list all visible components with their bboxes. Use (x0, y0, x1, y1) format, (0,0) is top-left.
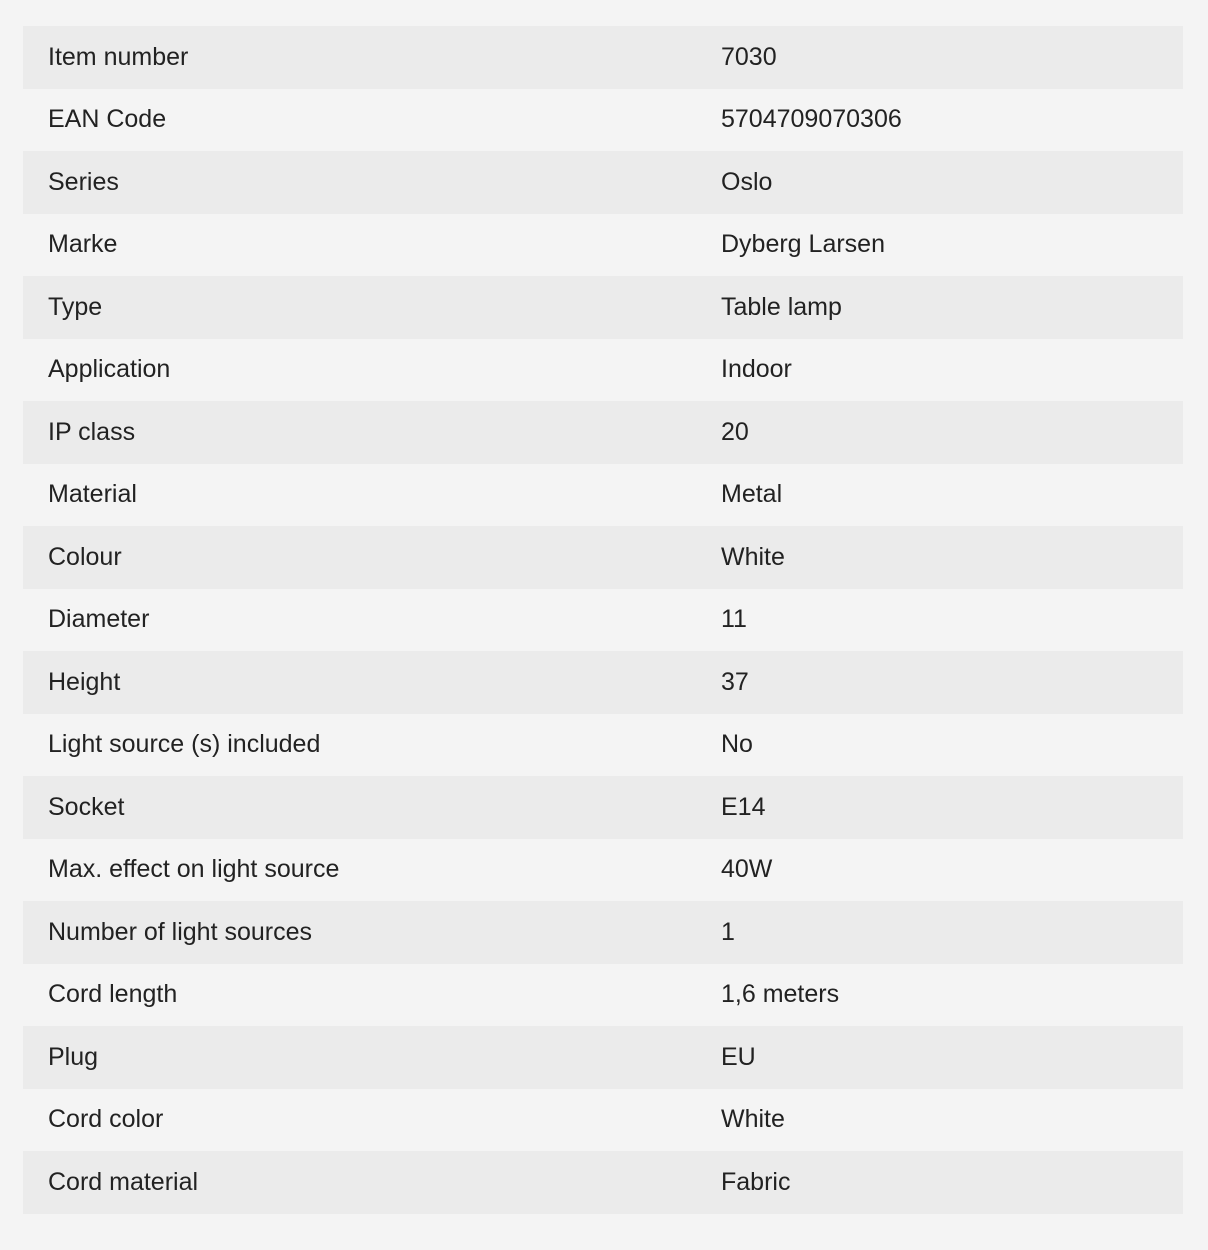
spec-value: Metal (721, 480, 783, 509)
spec-row-marke (23, 214, 1183, 277)
spec-label: Light source (s) included (48, 730, 321, 759)
spec-label: Item number (48, 42, 189, 71)
spec-row-cord-length (23, 964, 1183, 1027)
spec-label: Type (48, 292, 103, 321)
spec-table (23, 26, 1183, 1214)
spec-row-height (23, 651, 1183, 714)
spec-label: Socket (48, 792, 125, 821)
spec-row-material (23, 464, 1183, 527)
spec-label: Number of light sources (48, 917, 313, 946)
spec-value: White (721, 1105, 785, 1134)
spec-value: Indoor (721, 355, 792, 384)
spec-label: EAN Code (48, 105, 167, 134)
spec-row-series (23, 151, 1183, 214)
spec-row-ip-class (23, 401, 1183, 464)
spec-row-application (23, 339, 1183, 402)
spec-value: White (721, 542, 785, 571)
spec-row-socket (23, 776, 1183, 839)
spec-value: Dyberg Larsen (721, 230, 885, 259)
spec-row-colour (23, 526, 1183, 589)
spec-row-plug (23, 1026, 1183, 1089)
spec-label: Cord material (48, 1167, 199, 1196)
spec-row-ean-code (23, 89, 1183, 152)
spec-row-light-source-included (23, 714, 1183, 777)
spec-label: Colour (48, 542, 122, 571)
spec-row-diameter (23, 589, 1183, 652)
spec-value: 1,6 meters (721, 980, 840, 1009)
spec-value: 37 (721, 667, 749, 696)
spec-label: Cord length (48, 980, 178, 1009)
spec-label: Plug (48, 1042, 99, 1071)
spec-value: 40W (721, 855, 773, 884)
spec-row-cord-color (23, 1089, 1183, 1152)
spec-row-number-of-light-sources (23, 901, 1183, 964)
spec-value: EU (721, 1042, 756, 1071)
spec-label: Series (48, 167, 119, 196)
spec-row-type (23, 276, 1183, 339)
spec-value: Oslo (721, 167, 773, 196)
spec-row-max-effect (23, 839, 1183, 902)
spec-value: 20 (721, 417, 749, 446)
spec-value: Table lamp (721, 292, 842, 321)
spec-value: No (721, 730, 753, 759)
spec-label: Height (48, 667, 121, 696)
spec-label: IP class (48, 417, 136, 446)
spec-row-item-number (23, 26, 1183, 89)
spec-label: Max. effect on light source (48, 855, 340, 884)
spec-label: Marke (48, 230, 118, 259)
spec-label: Cord color (48, 1105, 164, 1134)
spec-value: 5704709070306 (721, 105, 902, 134)
spec-value: 1 (721, 917, 735, 946)
spec-label: Application (48, 355, 171, 384)
spec-row-cord-material (23, 1151, 1183, 1214)
spec-value: Fabric (721, 1167, 791, 1196)
spec-value: 11 (721, 605, 747, 634)
spec-label: Material (48, 480, 137, 509)
spec-value: E14 (721, 792, 766, 821)
spec-label: Diameter (48, 605, 150, 634)
spec-value: 7030 (721, 42, 777, 71)
